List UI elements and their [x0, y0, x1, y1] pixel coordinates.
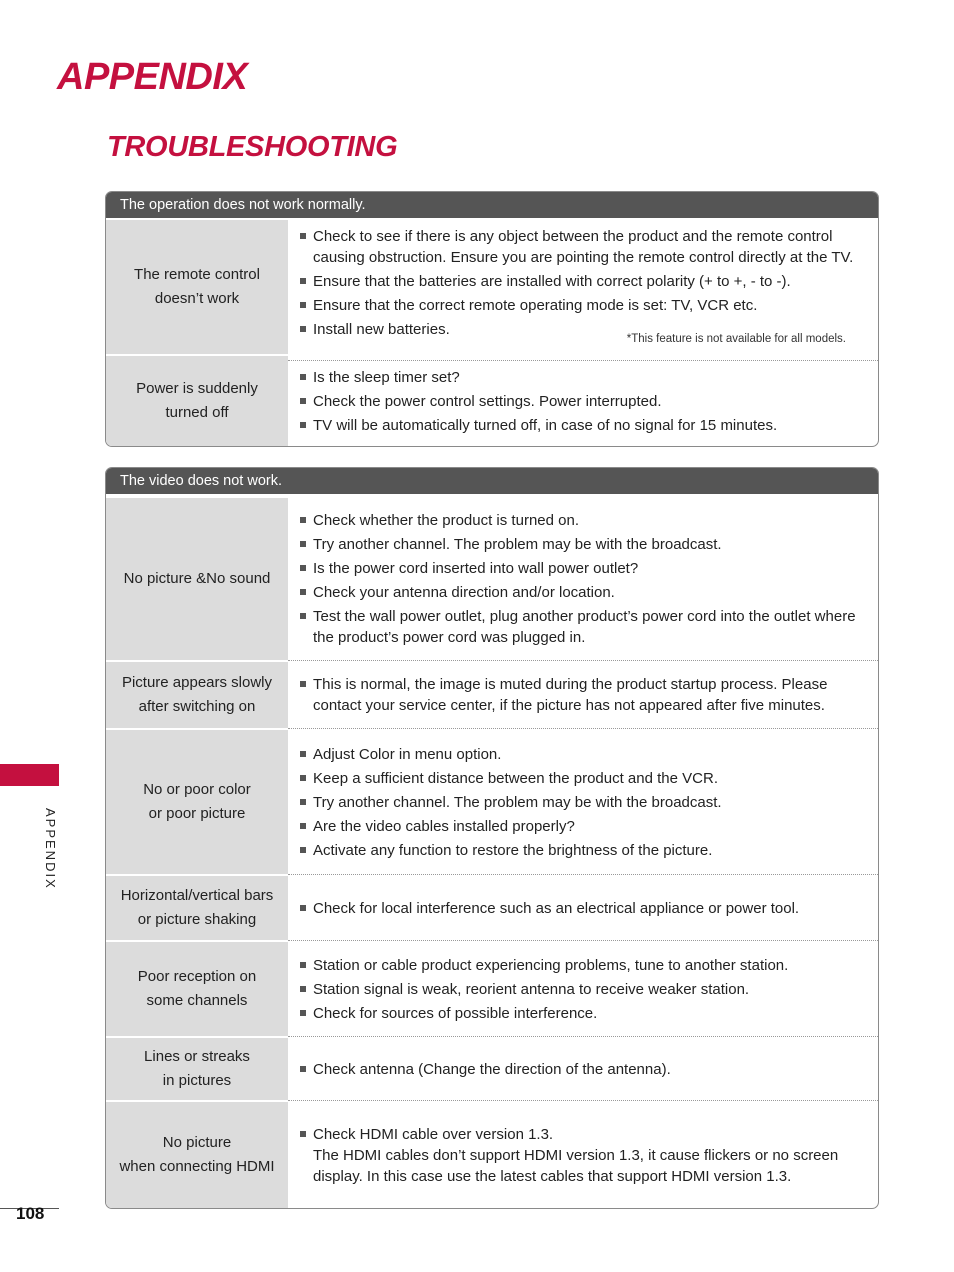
solution-item: Activate any function to restore the brightness of the picture. — [300, 840, 862, 861]
square-bullet-icon — [300, 589, 306, 595]
solution-cell — [288, 876, 878, 941]
problem-cell — [106, 942, 288, 1036]
square-bullet-icon — [300, 302, 306, 308]
table-row — [106, 1038, 878, 1100]
square-bullet-icon — [300, 823, 306, 829]
problem-line: No picture &No sound — [123, 570, 271, 587]
table-row — [106, 1102, 878, 1208]
solution-cell — [288, 942, 878, 1037]
problem-line: or picture shaking — [137, 911, 257, 928]
solution-item: Check to see if there is any object between the product and the remote control causing obstruction. Ensure you are pointing the remote control directly at the TV. — [300, 226, 862, 268]
table-row — [106, 876, 878, 940]
solution-item: Keep a sufficient distance between the product and the VCR. — [300, 768, 862, 789]
page-heading: APPENDIX — [57, 56, 248, 98]
square-bullet-icon — [300, 905, 306, 911]
square-bullet-icon — [300, 1066, 306, 1072]
solution-item: Try another channel. The problem may be with the broadcast. — [300, 792, 862, 813]
square-bullet-icon — [300, 613, 306, 619]
section-title: The video does not work. — [106, 468, 878, 494]
table-row — [106, 942, 878, 1036]
solution-item: Check HDMI cable over version 1.3. — [300, 1124, 862, 1145]
solution-item: Are the video cables installed properly? — [300, 816, 862, 837]
solution-cell — [288, 730, 878, 875]
footnote: *This feature is not available for all models. — [626, 333, 846, 345]
solution-item: Adjust Color in menu option. — [300, 744, 862, 765]
square-bullet-icon — [300, 799, 306, 805]
solution-cell — [288, 1038, 878, 1101]
square-bullet-icon — [300, 962, 306, 968]
square-bullet-icon — [300, 422, 306, 428]
square-bullet-icon — [300, 986, 306, 992]
problem-cell — [106, 730, 288, 874]
square-bullet-icon — [300, 681, 306, 687]
problem-line: or poor picture — [148, 805, 246, 822]
page-number: 108 — [16, 1204, 45, 1223]
problem-line: No or poor color — [143, 781, 251, 798]
problem-line: No picture — [162, 1134, 232, 1151]
solution-item: Check the power control settings. Power interrupted. — [300, 391, 862, 412]
solution-item: Is the power cord inserted into wall power outlet? — [300, 558, 862, 579]
solution-item: Check for sources of possible interference. — [300, 1003, 862, 1024]
solution-item: Station signal is weak, reorient antenna to receive weaker station. — [300, 979, 862, 1000]
solution-item: Station or cable product experiencing problems, tune to another station. — [300, 955, 862, 976]
section-title: The operation does not work normally. — [106, 192, 878, 218]
solution-item: Check antenna (Change the direction of the antenna). — [300, 1059, 862, 1080]
section-heading: TROUBLESHOOTING — [107, 131, 398, 163]
solution-item: Test the wall power outlet, plug another product’s power cord into the outlet where the product’s power cord was plugged in. — [300, 606, 862, 648]
solution-item: TV will be automatically turned off, in case of no signal for 15 minutes. — [300, 415, 862, 436]
square-bullet-icon — [300, 398, 306, 404]
problem-line: Picture appears slowly — [121, 674, 273, 691]
problem-line: doesn’t work — [154, 290, 240, 307]
square-bullet-icon — [300, 1010, 306, 1016]
table-row — [106, 356, 878, 446]
problem-cell — [106, 356, 288, 446]
problem-line: Poor reception on — [137, 968, 257, 985]
square-bullet-icon — [300, 278, 306, 284]
problem-cell — [106, 1038, 288, 1100]
solution-item: Check whether the product is turned on. — [300, 510, 862, 531]
side-tab-marker — [0, 764, 59, 786]
table-row — [106, 220, 878, 354]
solution-item: This is normal, the image is muted during the product startup process. Please contact your service center, if the picture has not appeared after five minutes. — [300, 674, 862, 716]
solution-cell — [288, 662, 878, 729]
solution-cell — [288, 1102, 878, 1208]
problem-cell — [106, 1102, 288, 1208]
problem-line: Power is suddenly — [136, 380, 258, 397]
solution-item: Ensure that the batteries are installed with correct polarity (+ to +, - to -). — [300, 271, 862, 292]
solution-item: Try another channel. The problem may be with the broadcast. — [300, 534, 862, 555]
solution-cell — [288, 498, 878, 661]
square-bullet-icon — [300, 374, 306, 380]
problem-cell — [106, 220, 288, 354]
problem-line: The remote control — [134, 266, 260, 283]
side-label: APPENDIX — [43, 808, 58, 890]
problem-line: Lines or streaks — [144, 1048, 250, 1065]
problem-cell — [106, 662, 288, 728]
solution-item: Install new batteries. — [300, 319, 862, 340]
problem-line: after switching on — [138, 698, 256, 715]
problem-line: when connecting HDMI — [119, 1158, 275, 1175]
solution-item: Is the sleep timer set? — [300, 367, 862, 388]
problem-line: in pictures — [162, 1072, 232, 1089]
table-row — [106, 498, 878, 660]
solution-item: Check for local interference such as an electrical appliance or power tool. — [300, 898, 862, 919]
square-bullet-icon — [300, 751, 306, 757]
square-bullet-icon — [300, 541, 306, 547]
solution-item: Ensure that the correct remote operating mode is set: TV, VCR etc. — [300, 295, 862, 316]
problem-cell — [106, 498, 288, 660]
problem-line: some channels — [146, 992, 248, 1009]
table-row — [106, 662, 878, 728]
problem-cell — [106, 876, 288, 940]
problem-line: Horizontal/vertical bars — [120, 887, 274, 904]
square-bullet-icon — [300, 565, 306, 571]
square-bullet-icon — [300, 517, 306, 523]
problem-line: turned off — [165, 404, 229, 421]
square-bullet-icon — [300, 847, 306, 853]
square-bullet-icon — [300, 775, 306, 781]
solution-cell — [288, 220, 878, 361]
solution-item: Check your antenna direction and/or location. — [300, 582, 862, 603]
section-operation — [105, 191, 879, 447]
section-video — [105, 467, 879, 1209]
solution-cell — [288, 356, 878, 446]
solution-detail: The HDMI cables don’t support HDMI version 1.3, it cause flickers or no screen display. In this case use the latest cables that support HDMI version 1.3. — [313, 1146, 839, 1185]
square-bullet-icon — [300, 1131, 306, 1137]
table-row — [106, 730, 878, 874]
square-bullet-icon — [300, 326, 306, 332]
square-bullet-icon — [300, 233, 306, 239]
